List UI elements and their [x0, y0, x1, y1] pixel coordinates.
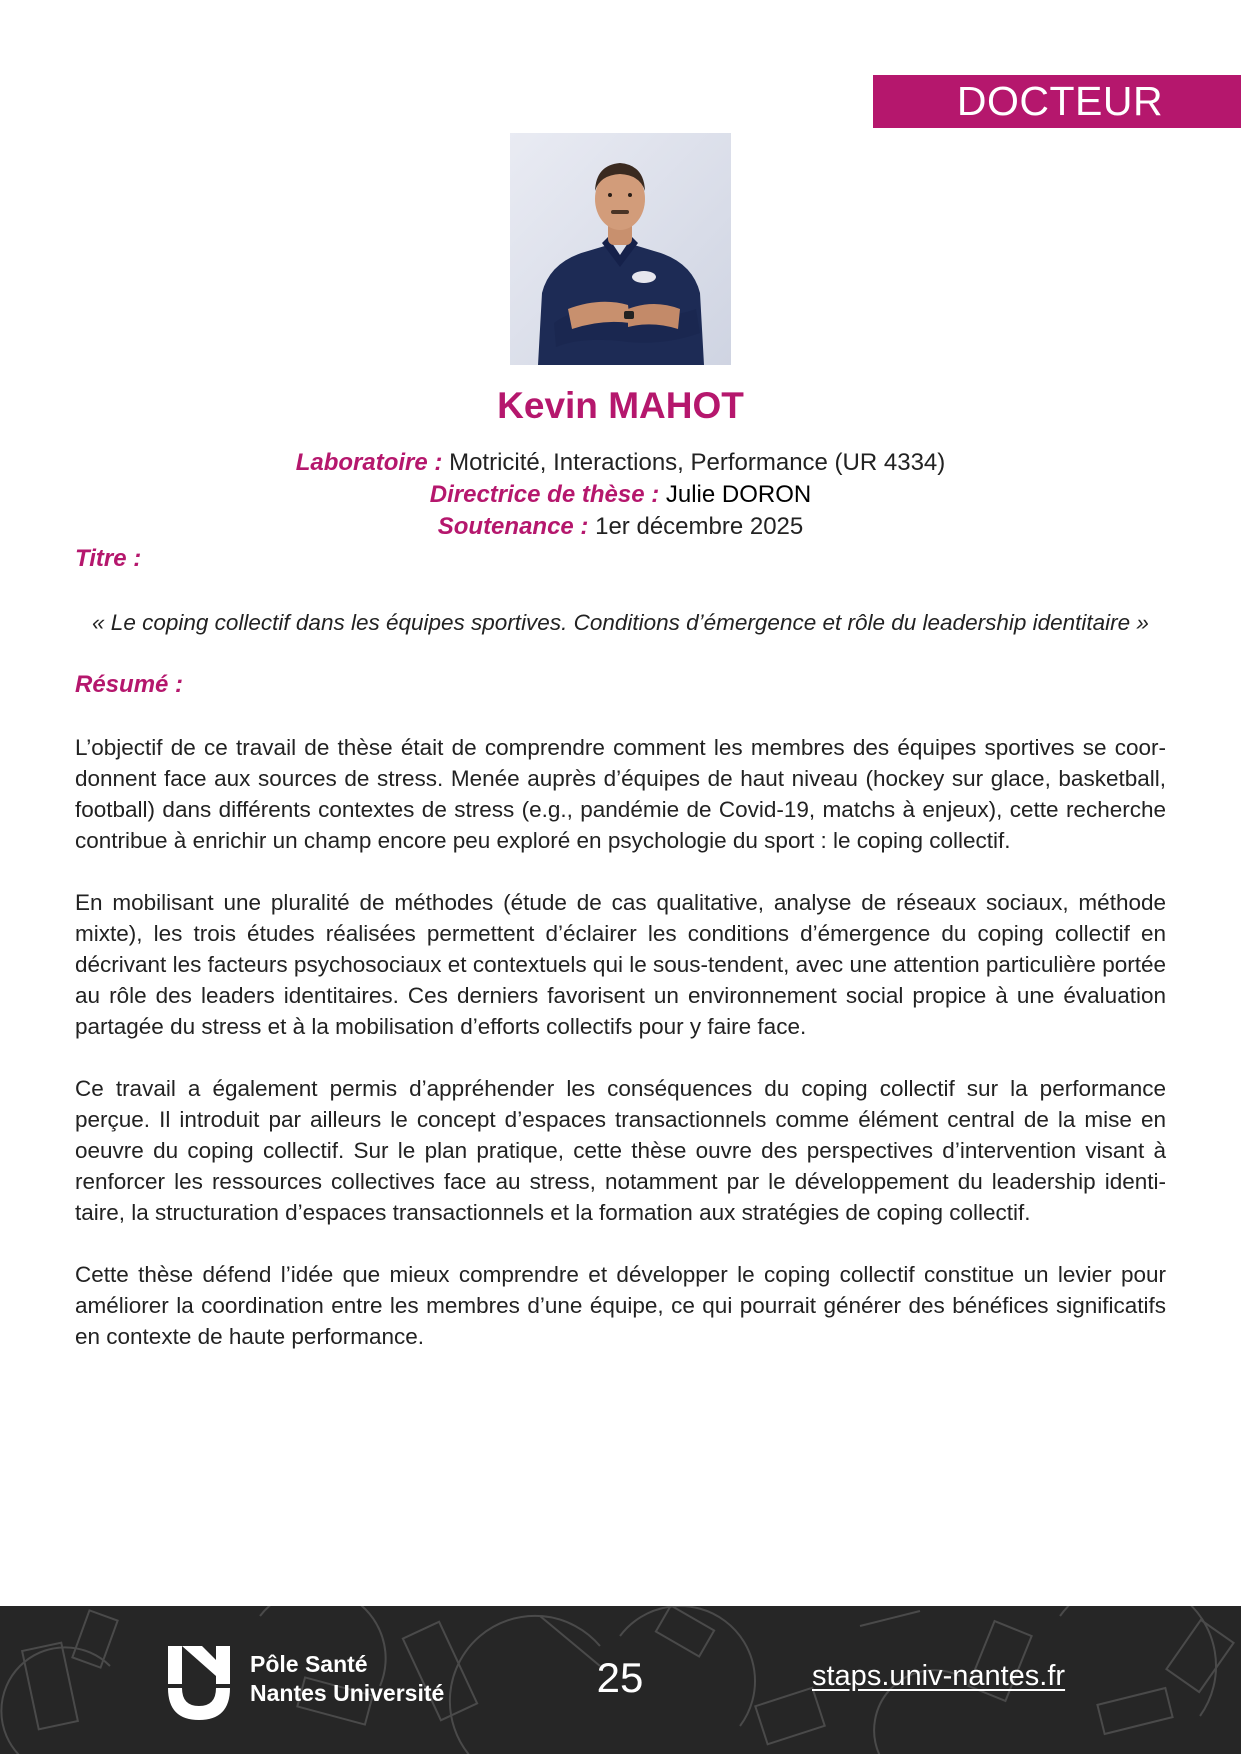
page-number: 25	[596, 1654, 644, 1701]
resume-label: Résumé :	[75, 671, 184, 698]
abstract-paragraph: L’objectif de ce travail de thèse était de comprendre comment les membres des équipes sportives se coordonnent face aux sources de stress. Menée auprès d’équipes de haut niveau (hockey sur glace, basketball, football) dans différents contextes de stress (e.g., pandémie de Covid-19, matchs à enjeux), cette recherche contribue à enrichir un champ encore peu exploré en psychologie du sport : le coping collectif.	[75, 735, 1166, 853]
portrait-photo-illustration	[510, 133, 731, 365]
laboratoire-value: Motricité, Interactions, Performance (UR 4334)	[449, 449, 946, 476]
soutenance-line	[0, 511, 1241, 543]
abstract	[75, 732, 1166, 1383]
directrice-line	[0, 479, 1241, 511]
org-line-2: Nantes Université	[250, 1680, 445, 1706]
organization-name	[250, 1650, 444, 1708]
abstract-paragraph: Ce travail a également permis d’appréhender les conséquences du coping collectif sur la performance perçue. Il introduit par ailleurs le concept d’espaces transactionnels comme élément central de la mise en oeuvre du coping collectif. Sur le plan pratique, cette thèse ouvre des perspectives d’intervention visant à renforcer les ressources collectives face au stress, notamment par le développement du leadership identitaire, la structuration d’espaces transactionnels et la formation aux stratégies de coping collectif.	[75, 1076, 1166, 1225]
soutenance-value: 1er décembre 2025	[595, 513, 804, 540]
soutenance-label: Soutenance :	[437, 513, 589, 540]
laboratoire-label: Laboratoire :	[295, 449, 443, 476]
org-line-1: Pôle Santé	[250, 1651, 368, 1677]
nantes-universite-logo-icon	[168, 1646, 230, 1720]
abstract-paragraph: Cette thèse défend l’idée que mieux comprendre et développer le coping collectif constitue un levier pour améliorer la coordination entre les membres d’une équipe, ce qui pourrait générer des bénéfices significatifs en contexte de haute performance.	[75, 1262, 1166, 1349]
website-link[interactable]: staps.univ-nantes.fr	[812, 1660, 1066, 1692]
titre-label: Titre :	[75, 545, 142, 572]
portrait-photo	[510, 133, 731, 365]
person-name: Kevin MAHOT	[497, 385, 744, 426]
thesis-title: « Le coping collectif dans les équipes sportives. Conditions d’émergence et rôle du leadership identitaire »	[92, 610, 1149, 635]
directrice-value: Julie DORON	[665, 481, 812, 508]
abstract-paragraph: En mobilisant une pluralité de méthodes (étude de cas qualitative, analyse de réseaux sociaux, méthode mixte), les trois études réalisées permettent d’éclairer les conditions d’émergence du coping collectif en décrivant les facteurs psychosociaux et contextuels qui le sous-tendent, avec une attention particulière portée au rôle des leaders identitaires. Ces derniers favorisent un environnement social propice à une évaluation partagée du stress et à la mobilisation d’efforts collectifs pour y faire face.	[75, 890, 1166, 1039]
laboratoire-line	[0, 447, 1241, 479]
status-badge: DOCTEUR	[873, 75, 1241, 128]
directrice-label: Directrice de thèse :	[429, 481, 660, 508]
footer	[0, 1606, 1241, 1754]
